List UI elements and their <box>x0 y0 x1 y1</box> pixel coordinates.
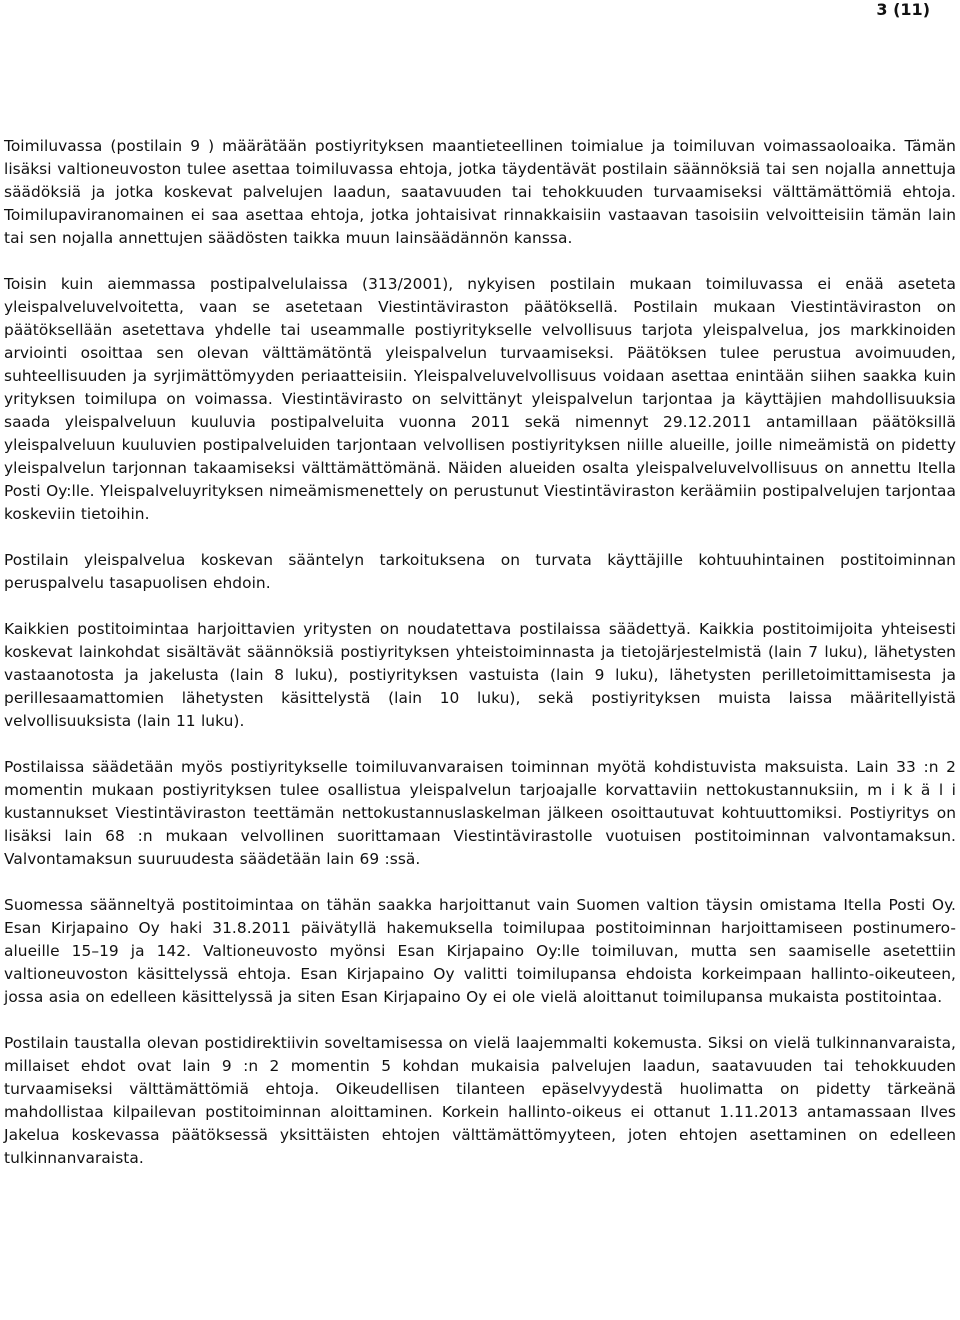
paragraph-esan-kirjapaino: Suomessa säänneltyä postitoimintaa on tähän saakka harjoittanut vain Suomen valtion täysin omistama Itella Posti Oy. Esan Kirjapaino Oy haki 31.8.2011 päivätyllä hakemuksella toimilupaa postitoiminnan harjoittamiseen postinumero-alueille 15–19 ja 142. Valtioneuvosto myönsi Esan Kirjapaino Oy:lle toimiluvan, mutta sen saamiselle asetettiin valtioneuvoston käsittelyssä ehtoja. Esan Kirjapaino Oy valitti toimilupansa ehdoista korkeimpaan hallinto-oikeuteen, jossa asia on edelleen käsittelyssä ja siten Esan Kirjapaino Oy ei ole vielä aloittanut toimilupansa mukaista postitointaa. <box>4 896 956 1006</box>
page-number: 3 (11) <box>876 0 930 19</box>
document-body <box>4 135 956 1170</box>
paragraph-tulkinnanvaraisuus: Postilain taustalla olevan postidirektiivin soveltamisessa on vielä laajemmalti kokemusta. Siksi on vielä tulkinnanvaraista, millaiset ehdot ovat lain 9 :n 2 momentin 5 kohdan mukaisia palvelujen laadun, saatavuuden tai tehokkuuden turvaamiseksi välttämättömiä ehtoja. Oikeudellisen tilanteen epäselvyydestä huolimatta on pidetty tärkeänä mahdollistaa kilpailevan postitoiminnan aloittaminen. Korkein hallinto-oikeus ei ottanut 1.11.2013 antamassaan Ilves Jakelua koskevassa päätöksessä yksittäisten ehtojen välttämättömyyteen, joten ehtojen asettaminen on edelleen tulkinnanvaraista. <box>4 1034 956 1167</box>
paragraph-toimilupa-ehdot: Toimiluvassa (postilain 9 ) määrätään postiyrityksen maantieteellinen toimialue ja toimiluvan voimassaoloaika. Tämän lisäksi valtioneuvoston tulee asettaa toimiluvassa ehtoja, jotka täydentävät postilain säännöksiä tai sen nojalla annettuja säädöksiä ja jotka koskevat palvelujen laadun, saatavuuden tai tehokkuuden turvaamiseksi välttämättömiä ehtoja. Toimilupaviranomainen ei saa asettaa ehtoja, jotka johtaisivat rinnakkaisiin vastaavan tasoisiin velvoitteisiin tämän lain tai sen nojalla annettujen säädösten taikka muun lainsäädännön kanssa. <box>4 137 956 247</box>
paragraph-postitoimijoiden-velvoitteet: Kaikkien postitoimintaa harjoittavien yritysten on noudatettava postilaissa säädettyä. Kaikkia postitoimijoita yhteisesti koskevat lainkohdat sisältävät säännöksiä postiyrityksen yhteistoiminnasta ja tietojärjestelmistä (lain 7 luku), lähetysten vastaanotosta ja jakelusta (lain 8 luku), postiyrityksen vastuista (lain 9 luku), lähetysten perilletoimittamisesta ja perillesaamattomien lähetysten käsittelystä (lain 10 luku), sekä postiyrityksen muista laissa määritellyistä velvollisuuksista (lain 11 luku). <box>4 620 956 730</box>
paragraph-yleispalveluvelvoite: Toisin kuin aiemmassa postipalvelulaissa (313/2001), nykyisen postilain mukaan toimiluvassa ei enää aseteta yleispalveluvelvoitetta, vaan se asetetaan Viestintäviraston päätöksellä. Postilain mukaan Viestintäviraston on päätöksellään asetettava yhdelle tai useammalle postiyritykselle velvollisuus tarjota yleispalvelua, jos markkinoiden arviointi osoittaa sen olevan välttämätöntä yleispalvelun turvaamiseksi. Päätöksen tulee perustua avoimuuden, suhteellisuuden ja syrjimättömyyden periaatteisiin. Yleispalveluvelvollisuus voidaan asettaa enintään siihen saakka kuin yrityksen toimilupa on voimassa. Viestintävirasto on selvittänyt yleispalvelun tarjontaa ja käyttäjien mahdollisuuksia saada yleispalveluun kuuluvia postipalveluita vuonna 2011 sekä nimennyt 29.12.2011 antamillaan päätöksillä yleispalveluun kuuluvien postipalveluiden tarjontaan velvollisen postiyrityksen niille alueille, joille nimeämistä on pidetty yleispalvelun tarjonnan takaamiseksi välttämättömänä. Näiden alueiden osalta yleispalveluvelvollisuus on annettu Itella Posti Oy:lle. Yleispalveluyrityksen nimeämismenettely on perustunut Viestintäviraston keräämiin postipalvelujen tarjontaa koskeviin tietoihin. <box>4 275 956 523</box>
paragraph-saantelyn-tarkoitus: Postilain yleispalvelua koskevan sääntelyn tarkoituksena on turvata käyttäjille kohtuuhintainen postitoiminnan peruspalvelu tasapuolisen ehdoin. <box>4 551 956 592</box>
paragraph-maksut: Postilaissa säädetään myös postiyritykselle toimiluvanvaraisen toiminnan myötä kohdistuvista maksuista. Lain 33 :n 2 momentin mukaan postiyrityksen tulee osallistua yleispalvelun tarjoajalle korvattaviin nettokustannuksiin, m i k ä l i kustannukset Viestintäviraston teettämän nettokustannuslaskelman jälkeen osoittautuvat kohtuuttomiksi. Postiyritys on lisäksi lain 68 :n mukaan velvollinen suorittamaan Viestintävirastolle vuotuisen postitoiminnan valvontamaksun. Valvontamaksun suuruudesta säädetään lain 69 :ssä. <box>4 758 956 868</box>
